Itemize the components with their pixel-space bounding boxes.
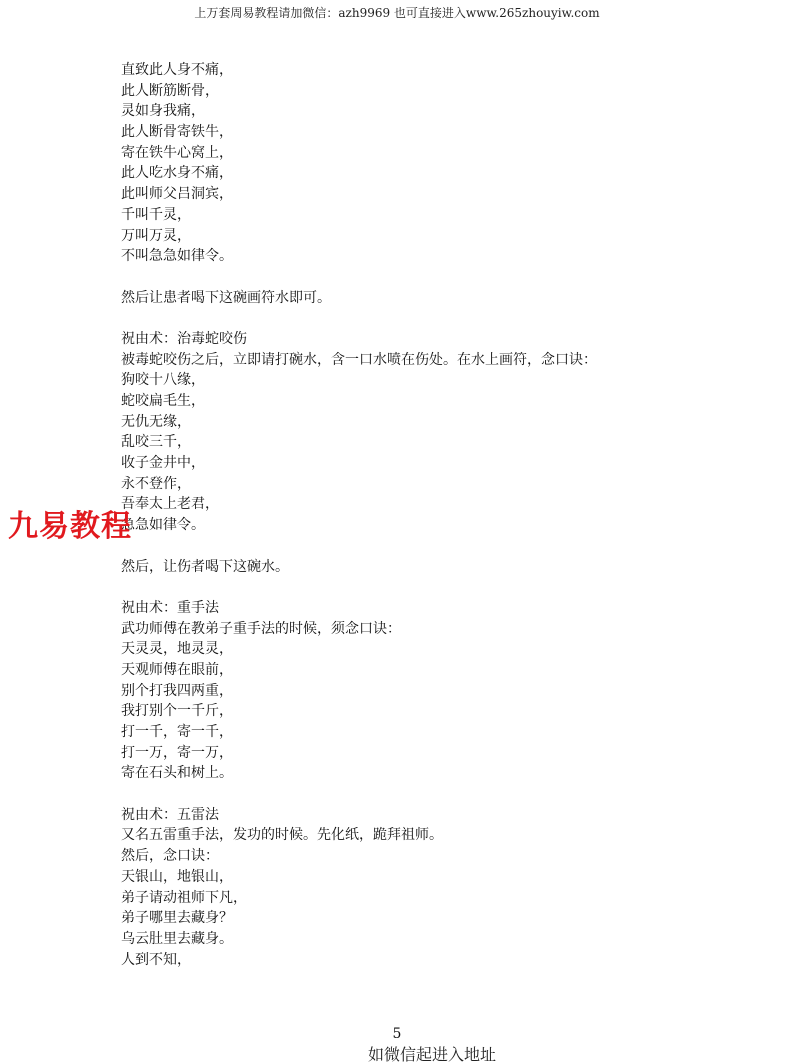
document-body: [121, 60, 761, 970]
text-line: 天观师傅在眼前，: [121, 661, 233, 678]
text-line: 乌云肚里去藏身。: [121, 930, 233, 947]
text-line: 武功师傅在教弟子重手法的时候，须念口诀：: [121, 620, 401, 637]
blank-line: [121, 536, 761, 557]
text-line: 收子金井中，: [121, 455, 205, 472]
text-line: 此人断筋断骨，: [121, 82, 219, 99]
blank-line: [121, 577, 761, 598]
text-line: 寄在石头和树上。: [121, 765, 233, 782]
text-line: 天灵灵，地灵灵，: [121, 641, 233, 658]
text-line: 弟子请动祖师下凡，: [121, 889, 247, 906]
text-line: 狗咬十八缘，: [121, 372, 205, 389]
text-line: 急急如律令。: [121, 517, 205, 534]
text-line: 直致此人身不痛，: [121, 62, 233, 78]
section-heading: 祝由术：治毒蛇咬伤: [121, 330, 247, 347]
text-line: 乱咬三千，: [121, 434, 191, 451]
watermark-logo: 九易教程: [8, 509, 132, 544]
text-line: 然后让患者喝下这碗画符水即可。: [121, 289, 331, 306]
blank-line: [121, 308, 761, 329]
text-line: 永不登作，: [121, 475, 191, 492]
text-line: 灵如身我痛，: [121, 103, 205, 120]
text-line: 此叫师父吕洞宾，: [121, 186, 233, 203]
section-heading: 祝由术：五雷法: [121, 806, 219, 823]
text-line: 吾奉太上老君，: [121, 496, 219, 513]
text-line: 此人吃水身不痛，: [121, 165, 233, 182]
section-heading: 祝由术：重手法: [121, 599, 219, 616]
text-line: 被毒蛇咬伤之后，立即请打碗水，含一口水喷在伤处。在水上画符，念口诀：: [121, 351, 597, 368]
text-line: 然后，念口诀：: [121, 848, 219, 865]
blank-line: [121, 784, 761, 805]
text-line: 无仇无缘，: [121, 413, 191, 430]
text-line: 然后，让伤者喝下这碗水。: [121, 558, 289, 575]
text-line: 万叫万灵，: [121, 227, 191, 244]
text-line: 打一万，寄一万，: [121, 744, 233, 761]
text-line: 天银山，地银山，: [121, 868, 233, 885]
text-line: 此人断骨寄铁牛，: [121, 124, 233, 141]
text-line: 寄在铁牛心窝上，: [121, 144, 233, 161]
text-line: 打一千，寄一千，: [121, 724, 233, 740]
text-line: 又名五雷重手法，发功的时候。先化纸，跪拜祖师。: [121, 827, 443, 844]
text-line: 人到不知，: [121, 951, 191, 968]
page-header: 上万套周易教程请加微信：azh9969 也可直接进入www.265zhouyiw.com: [194, 6, 600, 20]
text-line: 千叫千灵，: [121, 206, 191, 223]
blank-line: [121, 267, 761, 288]
text-line: 别个打我四两重，: [121, 682, 233, 699]
text-line: 不叫急急如律令。: [121, 248, 233, 265]
text-line: 蛇咬扁毛生，: [121, 393, 205, 409]
page-number: 5: [392, 1026, 402, 1042]
bottom-cutoff-text: 如微信起进入地址: [368, 1045, 497, 1064]
text-line: 我打别个一千斤，: [121, 703, 233, 720]
text-line: 弟子哪里去藏身？: [121, 910, 233, 927]
